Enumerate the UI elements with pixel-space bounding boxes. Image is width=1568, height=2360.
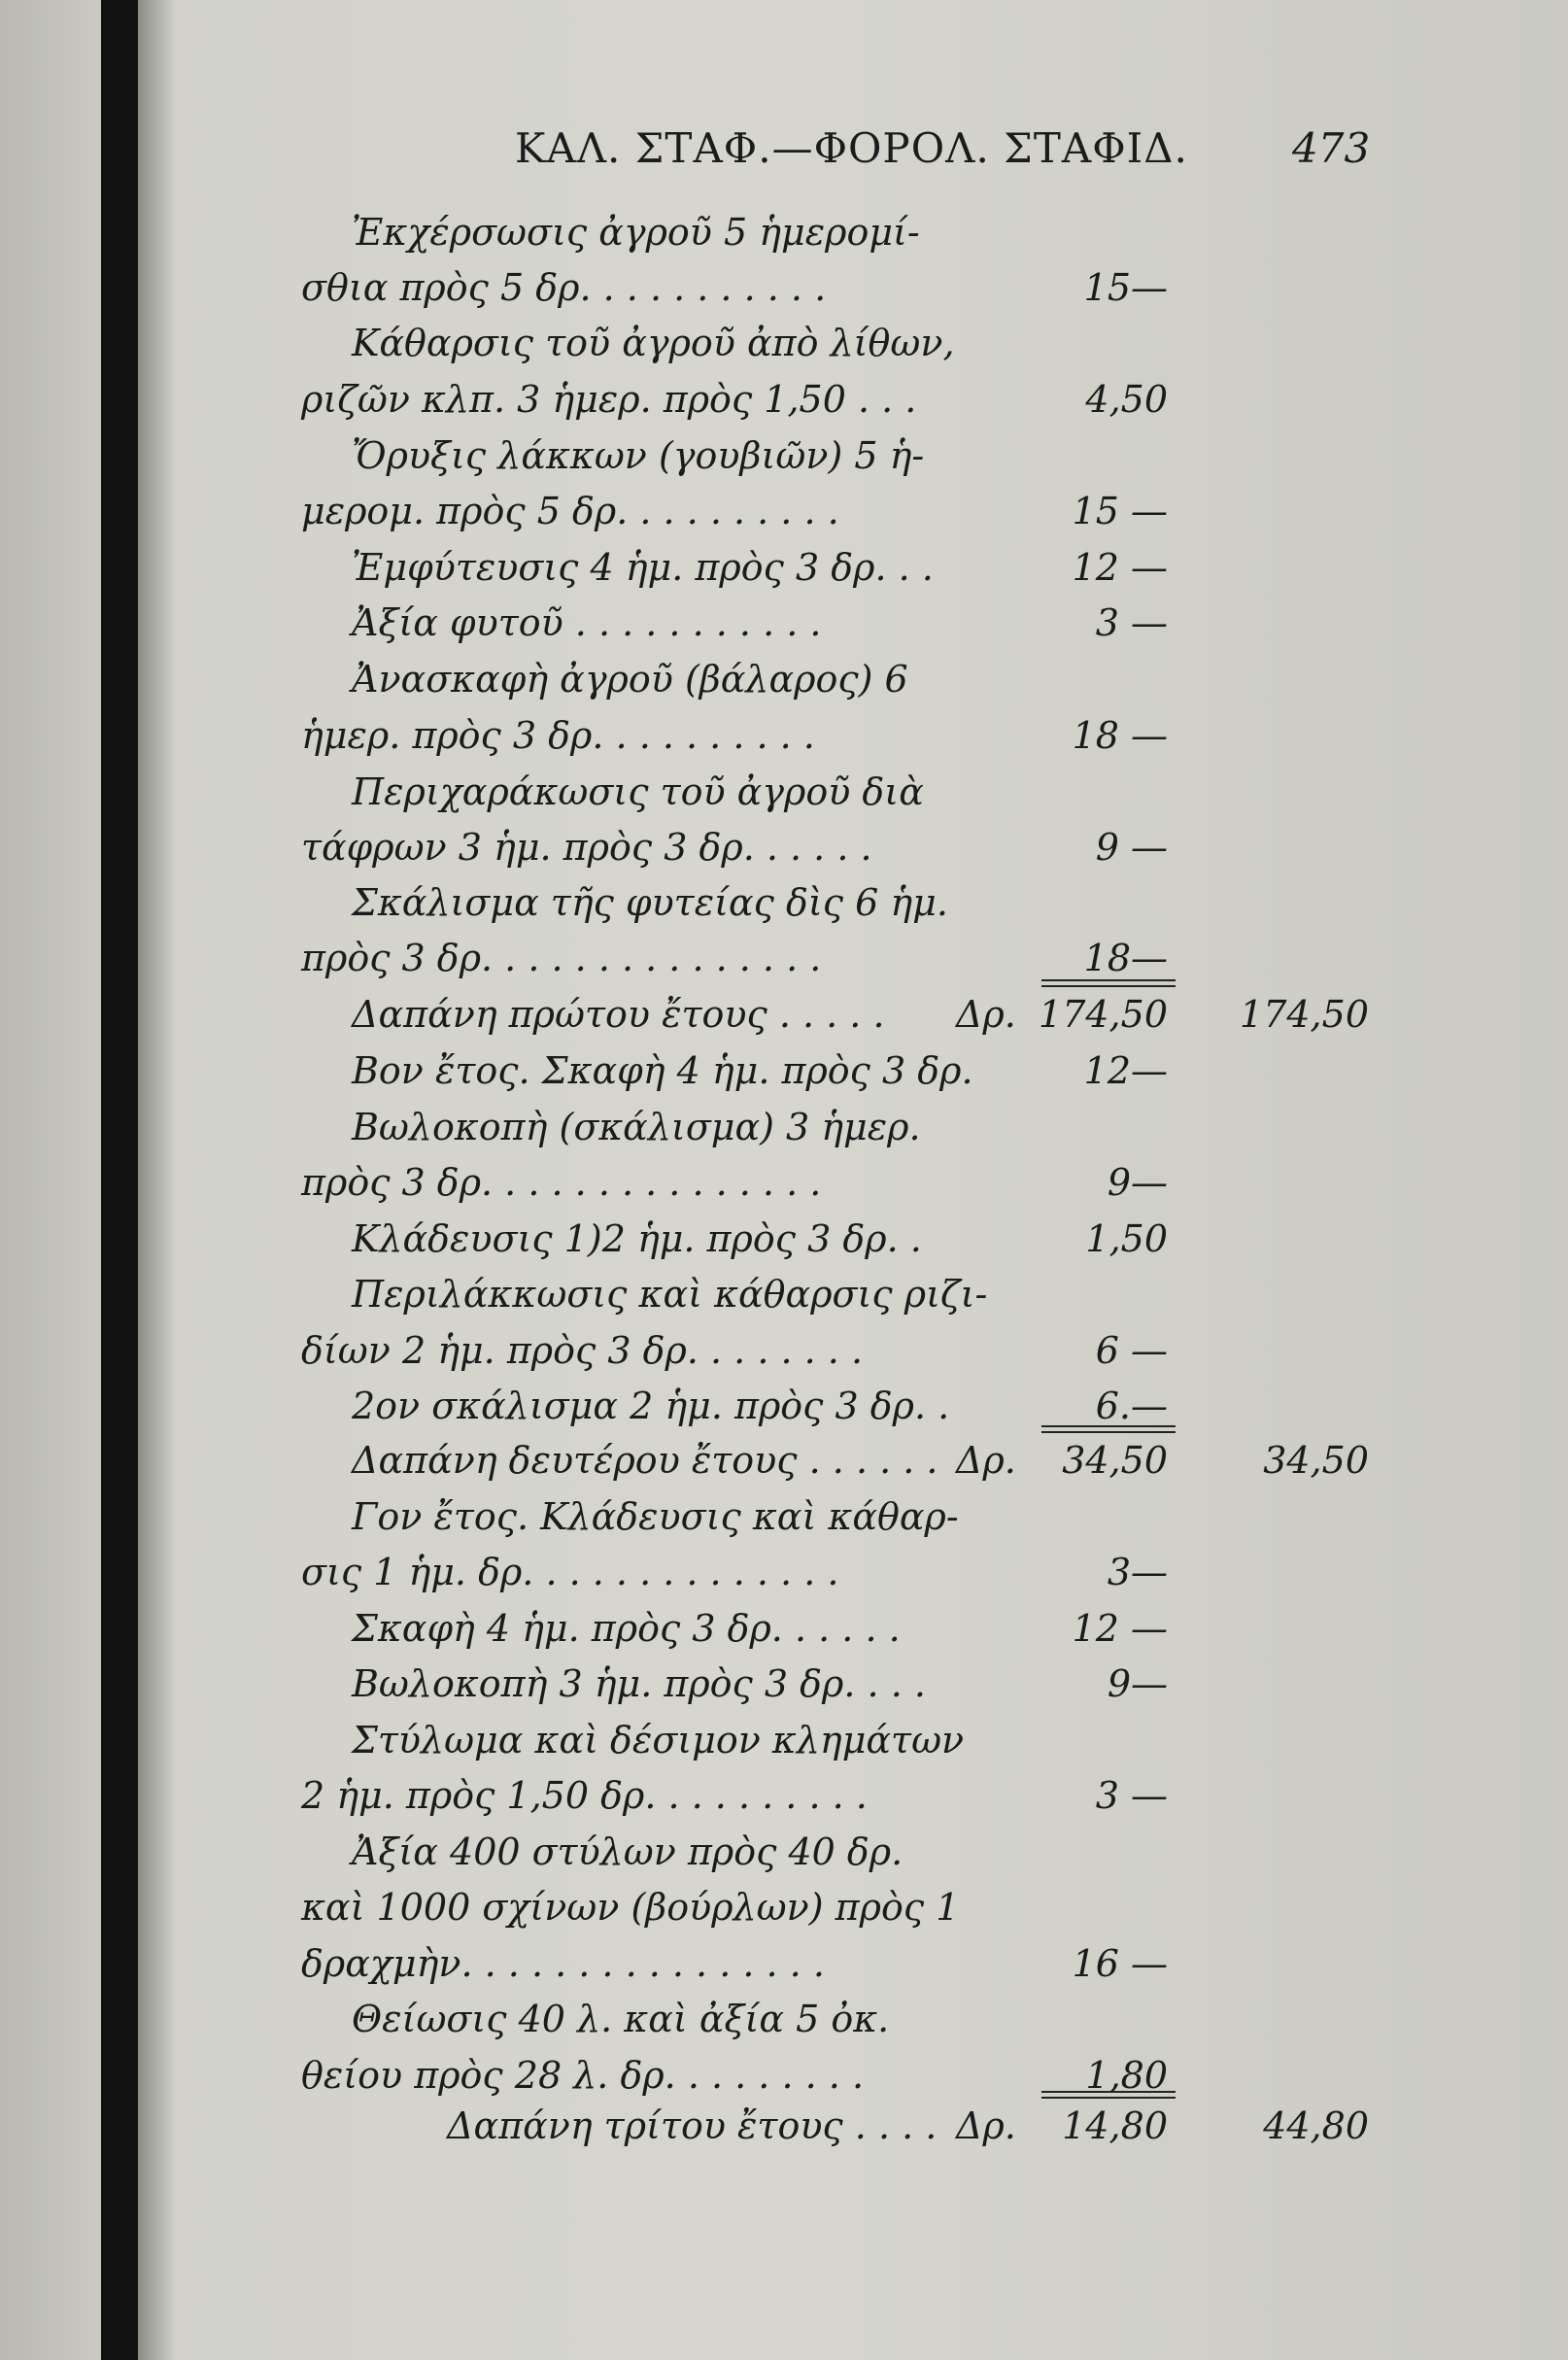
entry-amount: 3 —	[1095, 601, 1168, 644]
entry-text: σθια πρὸς 5 δρ. . . . . . . . . . .	[301, 266, 827, 309]
entry-amount: 15 —	[1072, 490, 1168, 532]
entry-amount: 18—	[1083, 937, 1168, 979]
entry-amount: 3—	[1107, 1551, 1168, 1593]
entry-amount: 1,50	[1085, 1217, 1168, 1260]
entry-amount: 9—	[1107, 1161, 1168, 1204]
currency-label: Δρ.	[956, 1439, 1016, 1482]
running-head: ΚΑΛ. ΣΤΑΦ.—ΦΟΡΟΛ. ΣΤΑΦΙΔ.	[515, 124, 1188, 172]
ledger-line	[0, 1099, 1568, 1155]
entry-amount: 18 —	[1072, 714, 1168, 757]
entry-amount: 34,50	[1062, 1439, 1168, 1482]
ledger-line	[0, 1600, 1568, 1657]
entry-text: Περιχαράκωσις τοῦ ἀγροῦ διὰ	[352, 770, 924, 813]
entry-text: 2 ἡμ. πρὸς 1,50 δρ. . . . . . . . . .	[301, 1774, 868, 1817]
ledger-line	[0, 1656, 1568, 1712]
ledger-total-line	[0, 2098, 1568, 2154]
entry-text: δραχμὴν. . . . . . . . . . . . . . . .	[301, 1942, 825, 1985]
currency-label: Δρ.	[956, 993, 1016, 1036]
entry-text: Βωλοκοπὴ 3 ἡμ. πρὸς 3 δρ. . . .	[352, 1662, 926, 1705]
entry-text: Ἀνασκαφὴ ἀγροῦ (βάλαρος) 6	[352, 658, 908, 701]
entry-text: Βον ἔτος. Σκαφὴ 4 ἡμ. πρὸς 3 δρ.	[352, 1049, 973, 1092]
entry-text: Περιλάκκωσις καὶ κάθαρσις ριζι-	[352, 1273, 988, 1316]
ledger-line	[0, 1712, 1568, 1768]
entry-text: Βωλοκοπὴ (σκάλισμα) 3 ἡμερ.	[352, 1106, 921, 1148]
ledger-line	[0, 651, 1568, 707]
ledger-line	[0, 1991, 1568, 2047]
ledger-line	[0, 204, 1568, 260]
ledger-line	[0, 1378, 1568, 1434]
ledger-line	[0, 259, 1568, 316]
ledger-line	[0, 764, 1568, 820]
ledger-line	[0, 819, 1568, 875]
entry-amount: 6.—	[1095, 1385, 1168, 1427]
ledger-line	[0, 1043, 1568, 1099]
ledger-line	[0, 930, 1568, 986]
ledger-line	[0, 371, 1568, 428]
ledger-line	[0, 1767, 1568, 1824]
entry-amount: 174,50	[1039, 993, 1168, 1036]
entry-text: καὶ 1000 σχίνων (βούρλων) πρὸς 1	[301, 1886, 960, 1929]
entry-text: Ἐκχέρσωσις ἀγροῦ 5 ἡμερομί-	[352, 211, 920, 254]
entry-amount: 12—	[1083, 1049, 1168, 1092]
ledger-line	[0, 707, 1568, 764]
ledger-line	[0, 595, 1568, 651]
ledger-line	[0, 1154, 1568, 1211]
entry-text: 2ον σκάλισμα 2 ἡμ. πρὸς 3 δρ. .	[352, 1385, 950, 1427]
entry-amount: 6 —	[1095, 1329, 1168, 1372]
entry-text: Ἀξία φυτοῦ . . . . . . . . . . .	[352, 601, 822, 644]
total-label: Δαπάνη τρίτου ἔτους . . . .	[447, 2104, 937, 2147]
entry-text: Ὄρυξις λάκκων (γουβιῶν) 5 ἡ-	[352, 434, 925, 477]
ledger-line	[0, 1544, 1568, 1600]
entry-text: Ἀξία 400 στύλων πρὸς 40 δρ.	[352, 1830, 903, 1873]
entry-amount: 4,50	[1085, 378, 1168, 421]
ledger-line	[0, 428, 1568, 484]
entry-text: Κάθαρσις τοῦ ἀγροῦ ἀπὸ λίθων,	[352, 322, 955, 364]
ledger-line	[0, 1824, 1568, 1880]
entry-text: Ἐμφύτευσις 4 ἡμ. πρὸς 3 δρ. . .	[352, 546, 934, 589]
entry-text: Σκαφὴ 4 ἡμ. πρὸς 3 δρ. . . . . .	[352, 1607, 901, 1650]
ledger-line	[0, 1879, 1568, 1935]
entry-amount: 9 —	[1095, 826, 1168, 869]
carried-total: 174,50	[1240, 993, 1369, 1036]
entry-amount: 12 —	[1072, 546, 1168, 589]
entry-text: μερομ. πρὸς 5 δρ. . . . . . . . . .	[301, 490, 839, 532]
ledger-line	[0, 2047, 1568, 2103]
entry-amount: 12 —	[1072, 1607, 1168, 1650]
entry-text: πρὸς 3 δρ. . . . . . . . . . . . . . .	[301, 937, 822, 979]
entry-text: ἡμερ. πρὸς 3 δρ. . . . . . . . . .	[301, 714, 815, 757]
carried-total: 44,80	[1263, 2104, 1369, 2147]
ledger-line	[0, 1488, 1568, 1545]
total-label: Δαπάνη δευτέρου ἔτους . . . . . .	[352, 1439, 938, 1482]
carried-total: 34,50	[1263, 1439, 1369, 1482]
entry-text: τάφρων 3 ἡμ. πρὸς 3 δρ. . . . . .	[301, 826, 872, 869]
page-number: 473	[1292, 124, 1371, 172]
ledger-total-line	[0, 1432, 1568, 1488]
ledger-line	[0, 1266, 1568, 1322]
entry-text: δίων 2 ἡμ. πρὸς 3 δρ. . . . . . . .	[301, 1329, 864, 1372]
total-label: Δαπάνη πρώτου ἔτους . . . . .	[352, 993, 885, 1036]
entry-text: Στύλωμα καὶ δέσιμον κλημάτων	[352, 1719, 965, 1761]
entry-amount: 9—	[1107, 1662, 1168, 1705]
entry-text: Θείωσις 40 λ. καὶ ἀξία 5 ὀκ.	[352, 1998, 890, 2040]
ledger-line	[0, 874, 1568, 931]
entry-text: Σκάλισμα τῆς φυτείας δὶς 6 ἡμ.	[352, 881, 948, 924]
ledger-line	[0, 539, 1568, 596]
entry-text: θείου πρὸς 28 λ. δρ. . . . . . . . .	[301, 2054, 865, 2097]
entry-text: σις 1 ἡμ. δρ. . . . . . . . . . . . . .	[301, 1551, 839, 1593]
currency-label: Δρ.	[956, 2104, 1016, 2147]
entry-amount: 15—	[1083, 266, 1168, 309]
entry-text: Κλάδευσις 1)2 ἡμ. πρὸς 3 δρ. .	[352, 1217, 922, 1260]
ledger-line	[0, 483, 1568, 539]
ledger-line	[0, 1322, 1568, 1379]
ledger-line	[0, 1211, 1568, 1267]
entry-text: πρὸς 3 δρ. . . . . . . . . . . . . . .	[301, 1161, 822, 1204]
entry-amount: 16 —	[1072, 1942, 1168, 1985]
entry-text: Γον ἔτος. Κλάδευσις καὶ κάθαρ-	[352, 1495, 959, 1538]
entry-amount: 14,80	[1062, 2104, 1168, 2147]
ledger-line	[0, 315, 1568, 371]
entry-text: ριζῶν κλπ. 3 ἡμερ. πρὸς 1,50 . . .	[301, 378, 917, 421]
ledger-line	[0, 1935, 1568, 1992]
ledger-total-line	[0, 986, 1568, 1043]
entry-amount: 3 —	[1095, 1774, 1168, 1817]
entry-amount: 1,80	[1085, 2054, 1168, 2097]
